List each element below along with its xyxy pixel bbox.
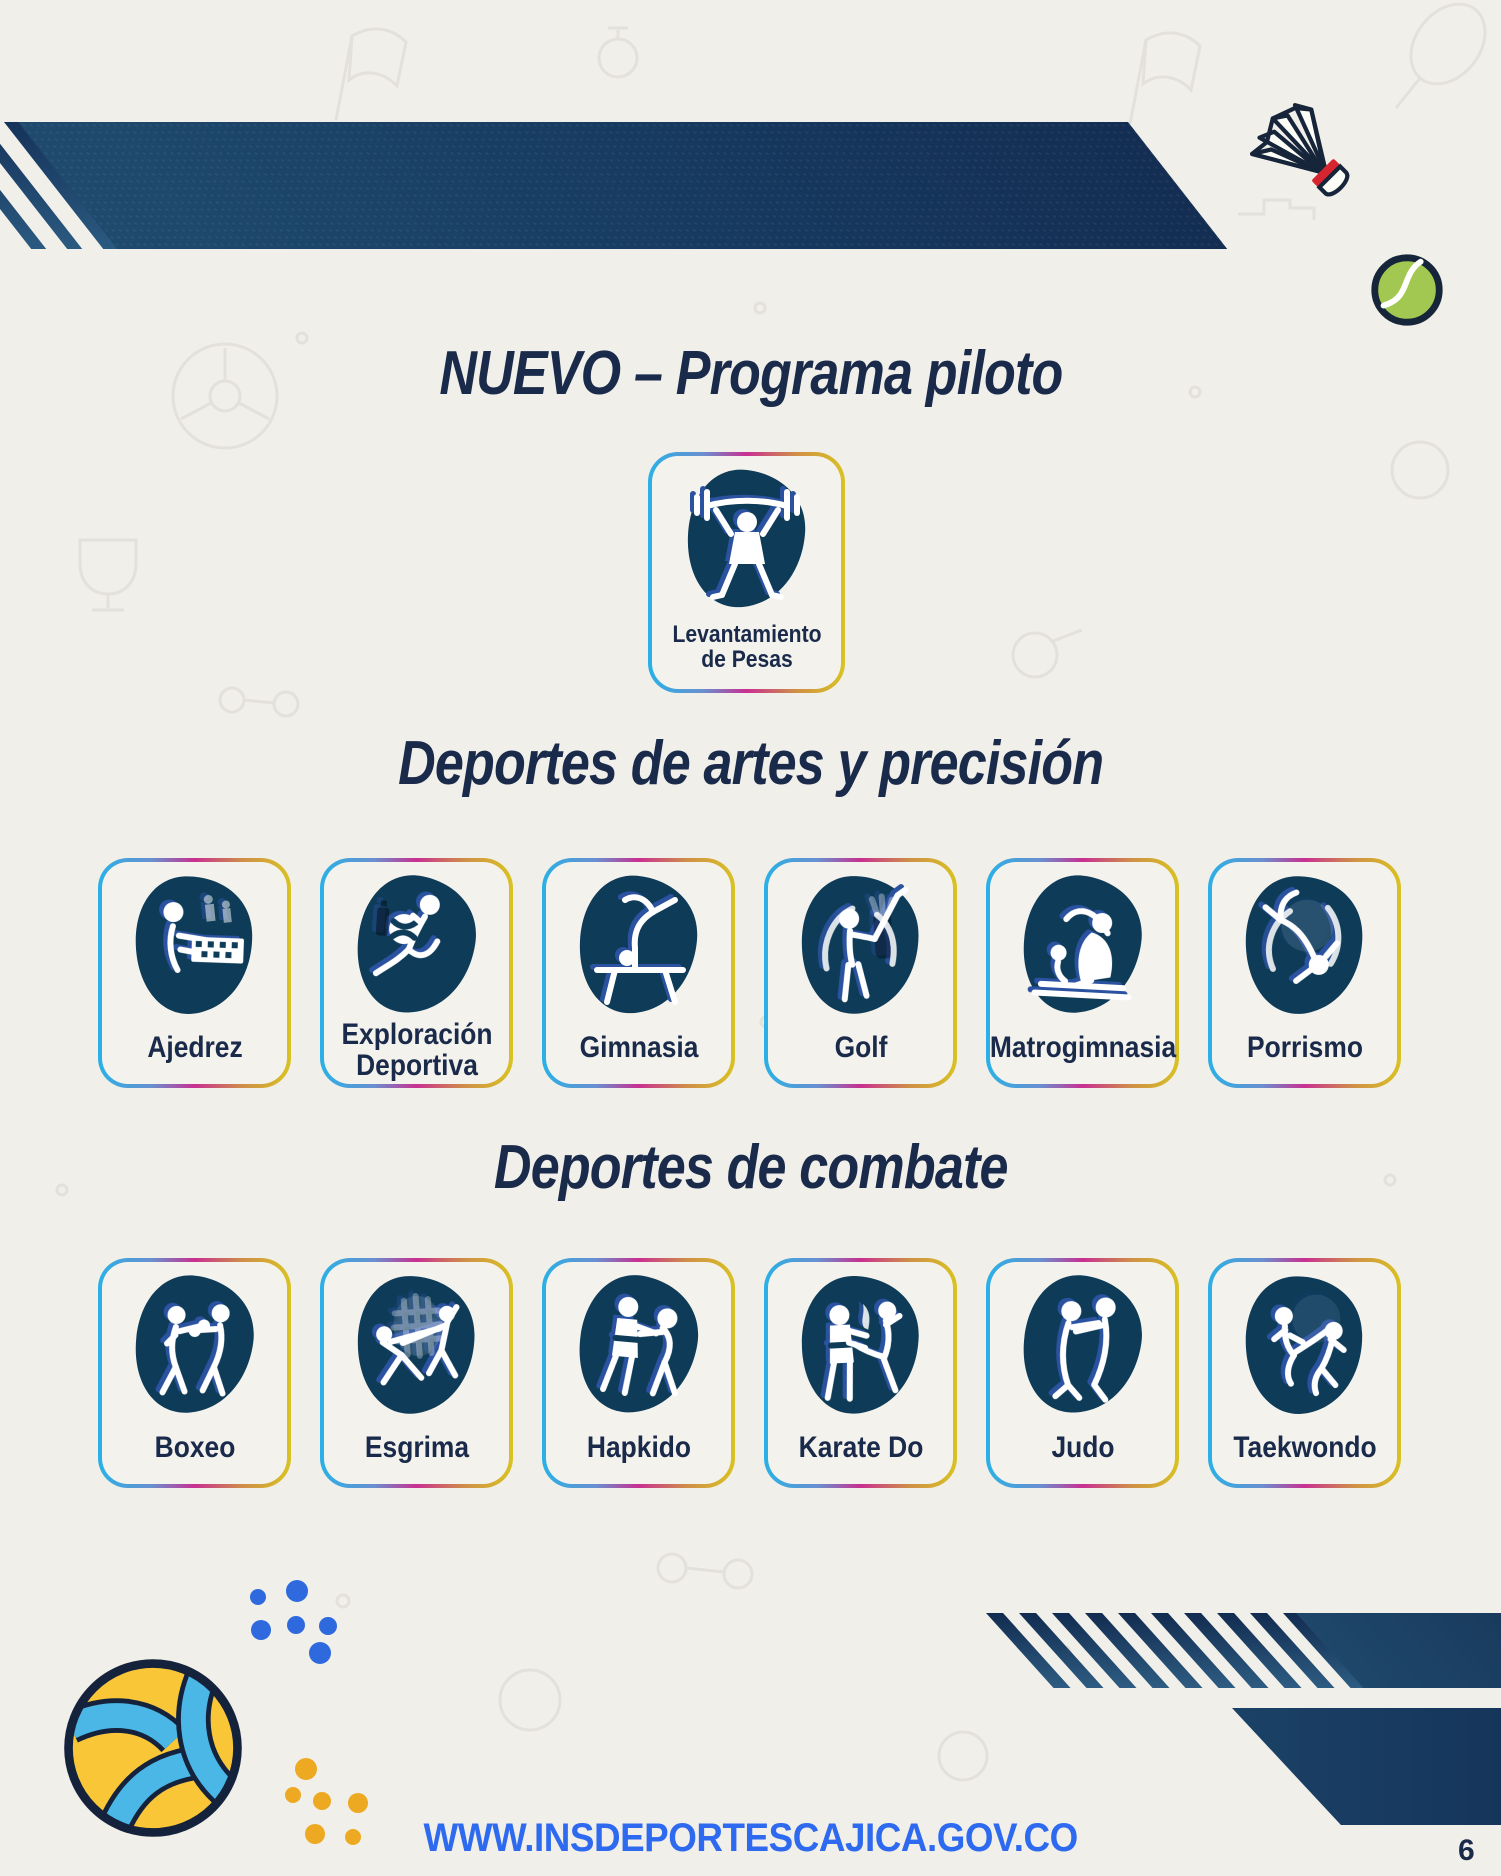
sport-card-label: Ajedrez bbox=[146, 1030, 243, 1064]
blue-dot bbox=[250, 1589, 266, 1605]
blue-dot bbox=[251, 1620, 271, 1640]
sport-card-porrismo bbox=[1208, 858, 1401, 1088]
golf-icon bbox=[785, 865, 935, 1024]
weightlifting-icon bbox=[677, 464, 817, 614]
sport-card-label: Esgrima bbox=[364, 1430, 469, 1464]
bottom-right-stripes-band bbox=[960, 1613, 1501, 1688]
hapkido-icon bbox=[562, 1264, 715, 1426]
sport-card-label: Boxeo bbox=[154, 1430, 235, 1464]
orange-dot bbox=[348, 1793, 368, 1813]
page-number: 6 bbox=[1458, 1834, 1475, 1867]
top-navy-banner bbox=[18, 122, 1227, 249]
sport-card-judo bbox=[986, 1258, 1179, 1488]
pilot-program-title: NUEVO – Programa piloto bbox=[438, 339, 1063, 408]
sport-card-label: Exploración Deportiva bbox=[340, 1018, 493, 1082]
card-row-artes-precision bbox=[98, 858, 1403, 1088]
sport-card-taekwondo bbox=[1208, 1258, 1401, 1488]
orange-dot bbox=[295, 1758, 317, 1780]
tennis-ball-icon bbox=[1366, 249, 1448, 331]
orange-dot bbox=[285, 1787, 301, 1803]
section-title-artes-precision: Deportes de artes y precisión bbox=[397, 729, 1104, 798]
sport-card-label: Matrogimnasia bbox=[989, 1030, 1176, 1064]
sports-exploration-icon bbox=[341, 865, 491, 1024]
sport-card-matrogimnasia bbox=[986, 858, 1179, 1088]
sport-card-boxeo bbox=[98, 1258, 291, 1488]
sport-card-label: Porrismo bbox=[1246, 1030, 1363, 1064]
sport-card-label: Golf bbox=[834, 1030, 887, 1064]
blue-dot bbox=[309, 1642, 331, 1664]
website-link[interactable]: WWW.INSDEPORTESCAJICA.GOV.CO bbox=[423, 1816, 1078, 1860]
sport-card-label: Hapkido bbox=[586, 1430, 691, 1464]
blue-dot bbox=[287, 1616, 305, 1634]
sport-card-exploracion bbox=[320, 858, 513, 1088]
section-title-combate: Deportes de combate bbox=[493, 1133, 1008, 1202]
sport-card-golf bbox=[764, 858, 957, 1088]
sport-card-ajedrez bbox=[98, 858, 291, 1088]
sport-card-gimnasia bbox=[542, 858, 735, 1088]
sport-card-karate bbox=[764, 1258, 957, 1488]
chess-icon bbox=[117, 863, 272, 1027]
blue-dot bbox=[319, 1617, 337, 1635]
sport-card-levantamiento bbox=[648, 452, 845, 693]
sport-card-label: Taekwondo bbox=[1232, 1430, 1377, 1464]
sport-card-label: Gimnasia bbox=[579, 1030, 698, 1064]
gymnastics-icon bbox=[569, 870, 709, 1020]
orange-dot bbox=[313, 1792, 331, 1810]
shuttlecock-icon bbox=[1244, 94, 1380, 220]
sport-card-label: Levantamiento de Pesas bbox=[671, 621, 822, 673]
blue-dot bbox=[286, 1580, 308, 1602]
sport-card-esgrima bbox=[320, 1258, 513, 1488]
cheerleading-icon bbox=[1228, 864, 1381, 1026]
fencing-icon bbox=[341, 1265, 491, 1424]
sport-card-hapkido bbox=[542, 1258, 735, 1488]
matrogymnastics-icon bbox=[1009, 866, 1157, 1023]
card-row-combate bbox=[98, 1258, 1403, 1488]
boxing-icon bbox=[121, 1266, 269, 1423]
bottom-right-navy-trapezoid bbox=[1232, 1708, 1501, 1825]
karate-icon bbox=[787, 1266, 935, 1423]
sport-card-label: Karate Do bbox=[798, 1430, 923, 1464]
judo-icon bbox=[1007, 1265, 1157, 1424]
taekwondo-icon bbox=[1227, 1263, 1382, 1427]
sport-card-label: Judo bbox=[1050, 1430, 1115, 1464]
